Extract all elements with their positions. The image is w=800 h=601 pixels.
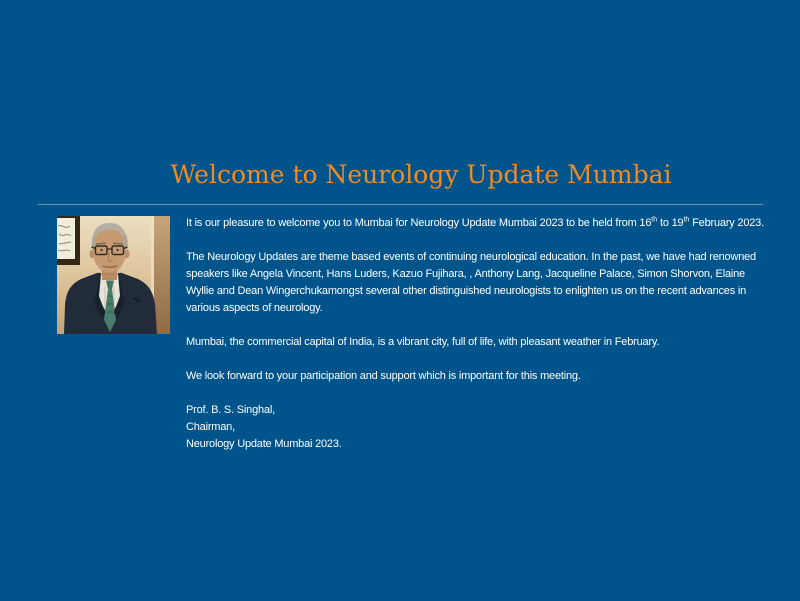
signature-role: Chairman, [186,421,235,433]
chairman-photo [57,216,170,334]
signature-block [186,402,767,453]
intro-text-1: It is our pleasure to welcome you to Mumbai for Neurology Update Mumbai 2023 to be held from 16 [186,217,652,229]
ordinal-superscript: th [683,216,690,224]
signature-name: Prof. B. S. Singhal, [186,404,275,416]
intro-text-2: to 19 [657,217,684,229]
header-divider [38,204,763,205]
history-paragraph: The Neurology Updates are theme based events of continuing neurological education. In the past, we have had renowned speakers like Angela Vincent, Hans Luders, Kazuo Fujihara, , Anthony Lang, Jacqueline Palace, Simon Shorvon, Elaine Wyllie and Dean Wingerchukamongst several other distinguished neurologists to enlighten us on the recent advances in various aspects of neurology. [186,251,756,314]
welcome-text [186,215,767,453]
intro-text-3: February 2023. [689,217,764,229]
page-title: Welcome to Neurology Update Mumbai [170,160,672,189]
signature-event: Neurology Update Mumbai 2023. [186,438,342,450]
mumbai-paragraph: Mumbai, the commercial capital of India, is a vibrant city, full of life, with pleasant weather in February. [186,336,660,348]
intro-paragraph [186,215,767,232]
participation-paragraph: We look forward to your participation and support which is important for this meeting. [186,370,581,382]
welcome-section [57,215,767,453]
chairman-portrait-illustration [57,216,170,334]
ordinal-superscript: th [651,216,658,224]
